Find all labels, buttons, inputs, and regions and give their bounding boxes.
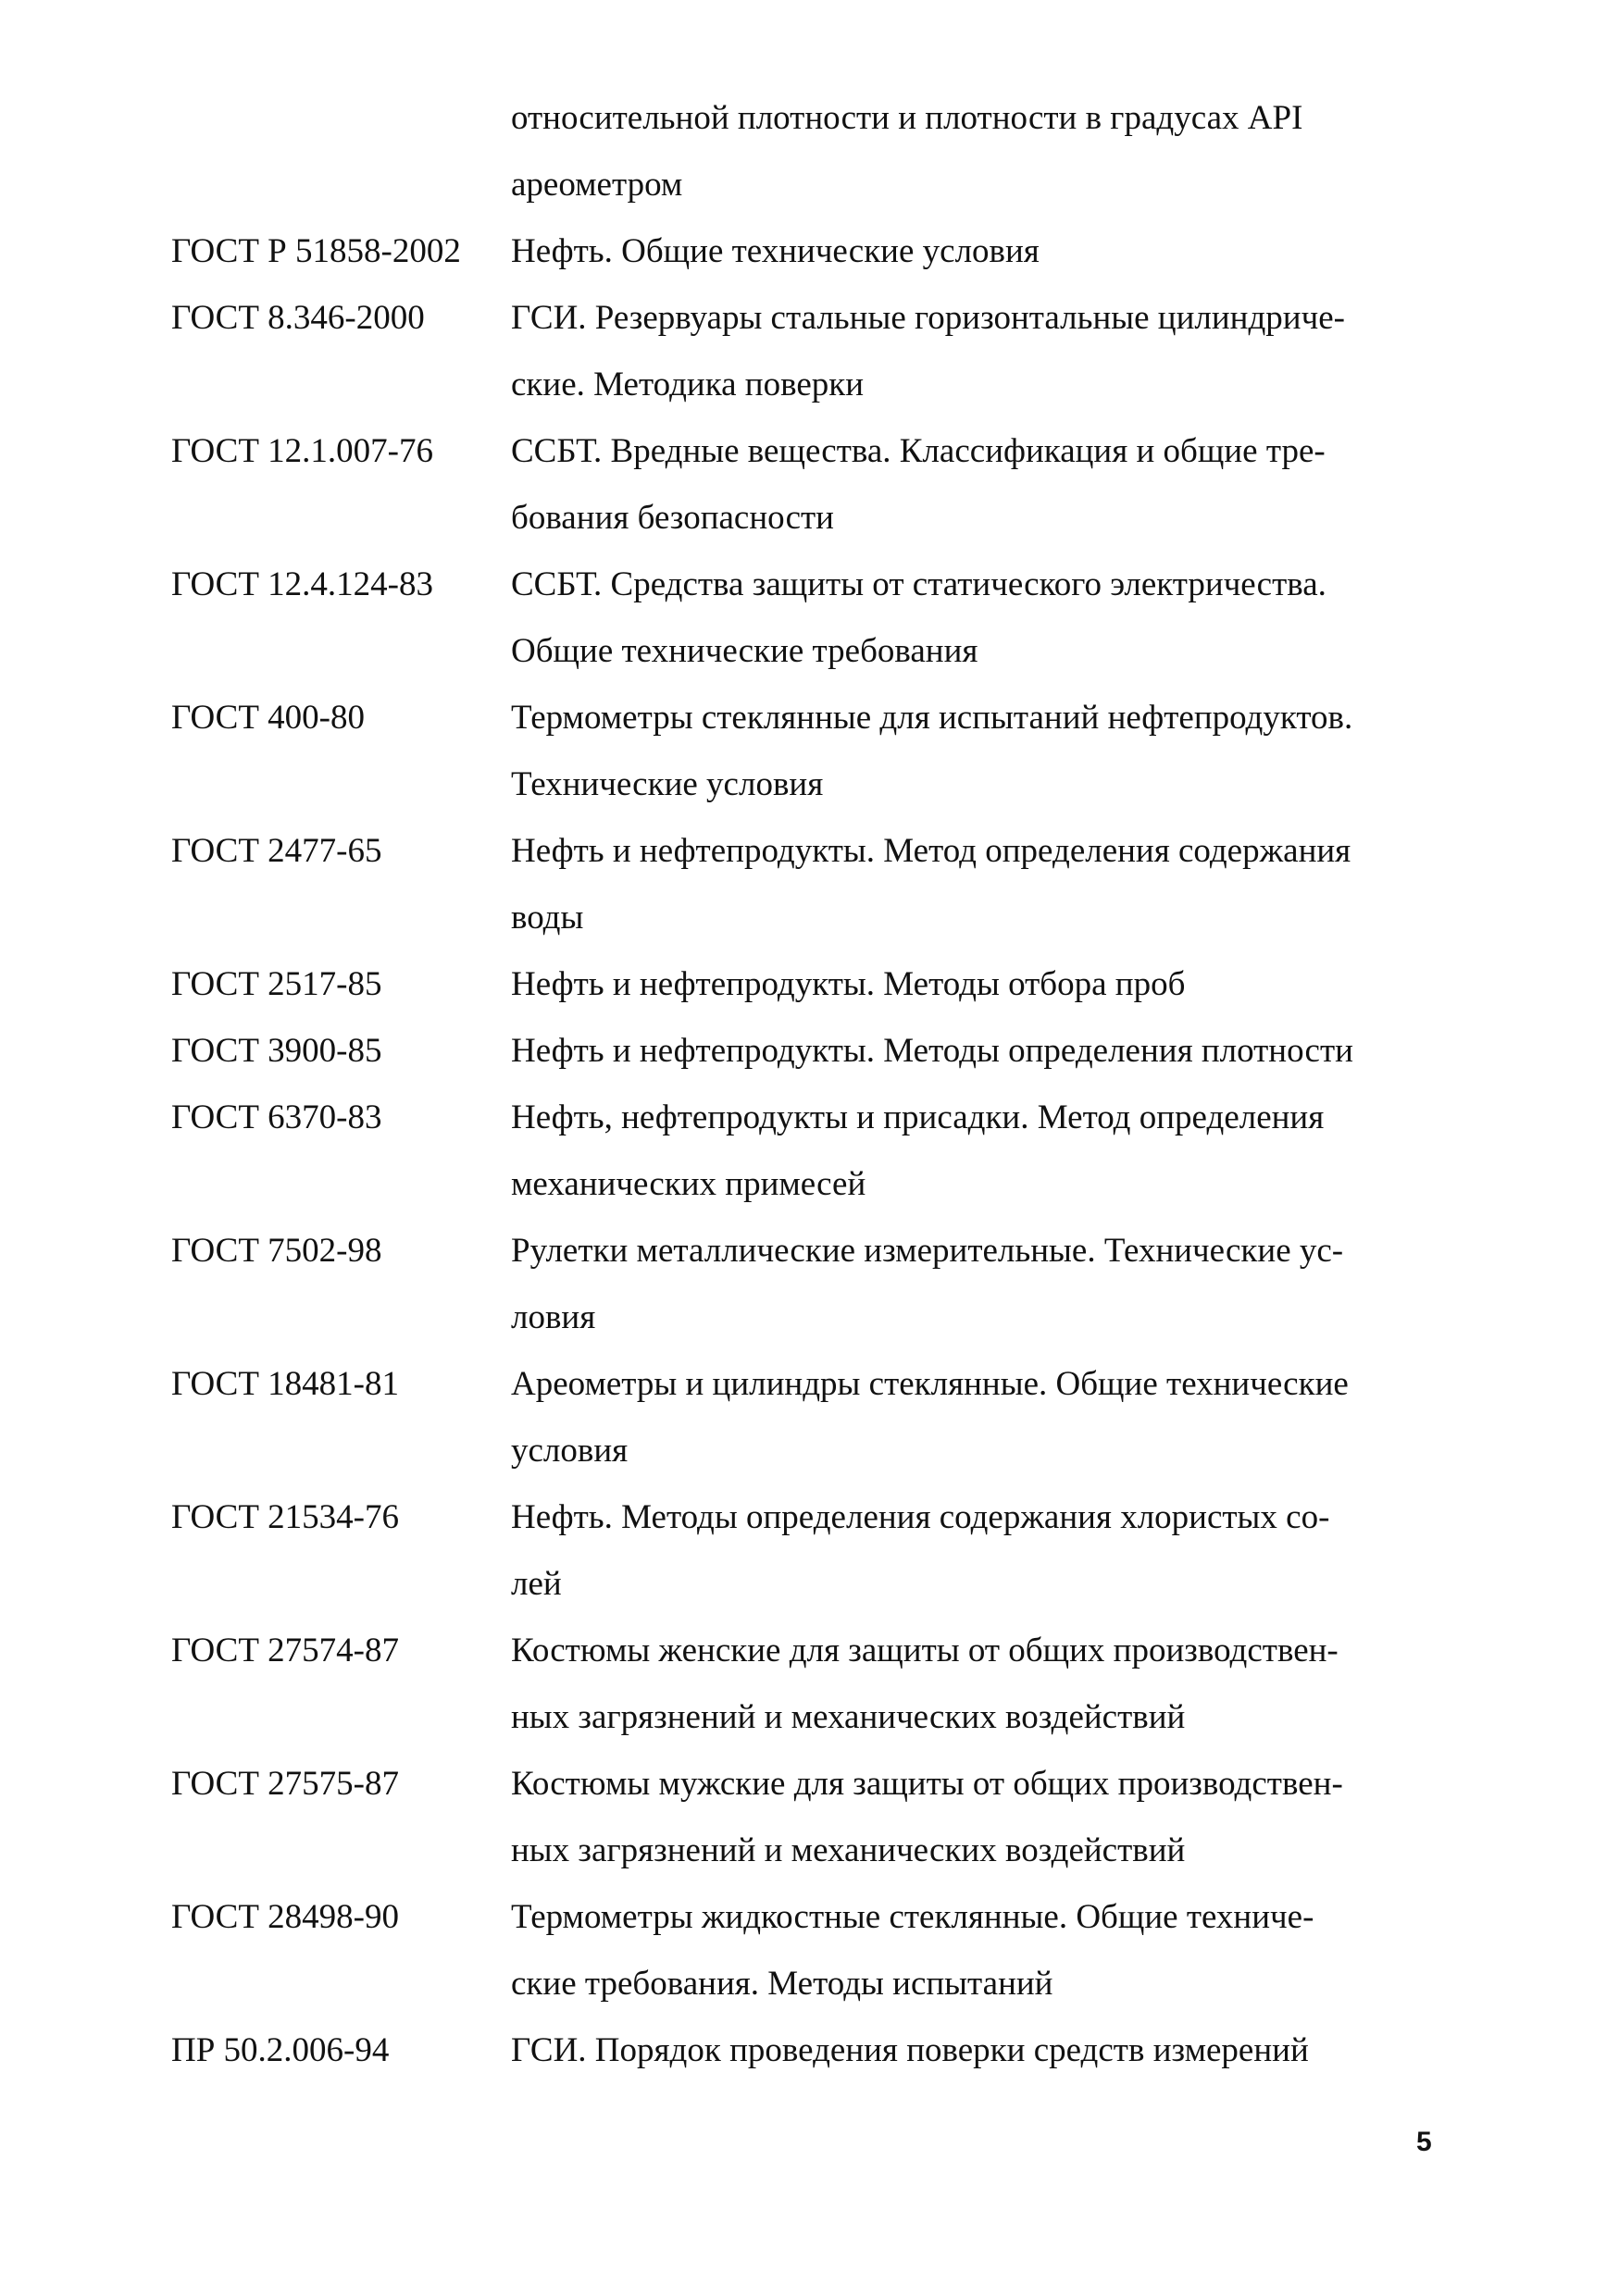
reference-title-line: условия [511, 1432, 629, 1470]
reference-title [511, 552, 1486, 685]
reference-title-line: Нефть. Общие технические условия [511, 232, 1040, 270]
reference-title-line: ных загрязнений и механических воздействий [511, 1831, 1186, 1869]
reference-row [171, 418, 1486, 552]
reference-row [171, 1351, 1486, 1484]
reference-title-line: Ареометры и цилиндры стеклянные. Общие технические [511, 1365, 1349, 1403]
reference-title-line: Нефть и нефтепродукты. Методы определения плотности [511, 1032, 1353, 1070]
reference-row [171, 552, 1486, 685]
reference-title-line: воды [511, 899, 584, 937]
reference-title-line: ские. Методика поверки [511, 366, 865, 403]
reference-title [511, 951, 1486, 1018]
reference-row [171, 285, 1486, 418]
reference-code: ГОСТ 12.1.007-76 [171, 432, 433, 470]
reference-title [511, 818, 1486, 951]
reference-title-line: Нефть и нефтепродукты. Методы отбора проб [511, 965, 1186, 1003]
reference-title [511, 285, 1486, 418]
reference-title [511, 2017, 1486, 2084]
reference-title [511, 1018, 1486, 1085]
reference-title-line: Костюмы женские для защиты от общих производствен- [511, 1632, 1339, 1669]
reference-code: ГОСТ 27575-87 [171, 1765, 399, 1803]
reference-title-line: Термометры стеклянные для испытаний нефтепродуктов. [511, 699, 1353, 737]
reference-title-line: ГСИ. Порядок проведения поверки средств измерений [511, 2031, 1309, 2069]
page-number: 5 [1416, 2127, 1432, 2157]
reference-code: ГОСТ 27574-87 [171, 1632, 399, 1669]
reference-row [171, 1484, 1486, 1618]
reference-title-line: ГСИ. Резервуары стальные горизонтальные цилиндриче- [511, 299, 1345, 337]
reference-code: ГОСТ 7502-98 [171, 1232, 382, 1270]
reference-title [511, 85, 1486, 218]
reference-title [511, 1085, 1486, 1218]
reference-title-line: Технические условия [511, 765, 824, 803]
reference-row [171, 951, 1486, 1018]
reference-title [511, 1484, 1486, 1618]
reference-code: ГОСТ 2477-65 [171, 832, 382, 870]
reference-title [511, 1751, 1486, 1884]
reference-title [511, 685, 1486, 818]
reference-title-line: ССБТ. Вредные вещества. Классификация и общие тре- [511, 432, 1326, 470]
reference-title-line: Костюмы мужские для защиты от общих производствен- [511, 1765, 1343, 1803]
reference-title-line: ареометром [511, 166, 683, 204]
reference-code: ГОСТ 12.4.124-83 [171, 565, 433, 603]
reference-row [171, 218, 1486, 285]
reference-row [171, 85, 1486, 218]
reference-row [171, 1018, 1486, 1085]
reference-row [171, 1618, 1486, 1751]
reference-title-line: Термометры жидкостные стеклянные. Общие техниче- [511, 1898, 1314, 1936]
reference-row [171, 1884, 1486, 2017]
reference-title-line: ССБТ. Средства защиты от статического электричества. [511, 565, 1326, 603]
reference-code: ГОСТ 8.346-2000 [171, 299, 425, 337]
reference-code: ГОСТ 6370-83 [171, 1098, 382, 1136]
reference-title [511, 1884, 1486, 2017]
reference-row [171, 2017, 1486, 2084]
normative-references-list [171, 85, 1486, 2084]
reference-row [171, 1085, 1486, 1218]
reference-row [171, 818, 1486, 951]
reference-row [171, 1751, 1486, 1884]
reference-title-line: ловия [511, 1298, 596, 1336]
reference-title-line: относительной плотности и плотности в градусах API [511, 99, 1303, 137]
reference-title [511, 1351, 1486, 1484]
reference-title-line: лей [511, 1565, 562, 1603]
reference-code: ГОСТ 2517-85 [171, 965, 382, 1003]
reference-code: ГОСТ 28498-90 [171, 1898, 399, 1936]
reference-code: ПР 50.2.006-94 [171, 2031, 390, 2069]
reference-title [511, 218, 1486, 285]
reference-title [511, 418, 1486, 552]
reference-title-line: ных загрязнений и механических воздействий [511, 1698, 1186, 1736]
reference-title [511, 1618, 1486, 1751]
reference-title-line: Нефть, нефтепродукты и присадки. Метод определения [511, 1098, 1325, 1136]
reference-code: ГОСТ 21534-76 [171, 1498, 399, 1536]
reference-title-line: Нефть и нефтепродукты. Метод определения содержания [511, 832, 1351, 870]
reference-title [511, 1218, 1486, 1351]
reference-title-line: Рулетки металлические измерительные. Технические ус- [511, 1232, 1344, 1270]
reference-code: ГОСТ 3900-85 [171, 1032, 382, 1070]
reference-title-line: ские требования. Методы испытаний [511, 1965, 1053, 2003]
reference-code: ГОСТ 18481-81 [171, 1365, 399, 1403]
reference-code: ГОСТ Р 51858-2002 [171, 232, 461, 270]
reference-title-line: механических примесей [511, 1165, 866, 1203]
reference-title-line: Общие технические требования [511, 632, 978, 670]
reference-row [171, 685, 1486, 818]
reference-row [171, 1218, 1486, 1351]
reference-code: ГОСТ 400-80 [171, 699, 365, 737]
reference-title-line: бования безопасности [511, 499, 834, 537]
reference-title-line: Нефть. Методы определения содержания хлористых со- [511, 1498, 1330, 1536]
